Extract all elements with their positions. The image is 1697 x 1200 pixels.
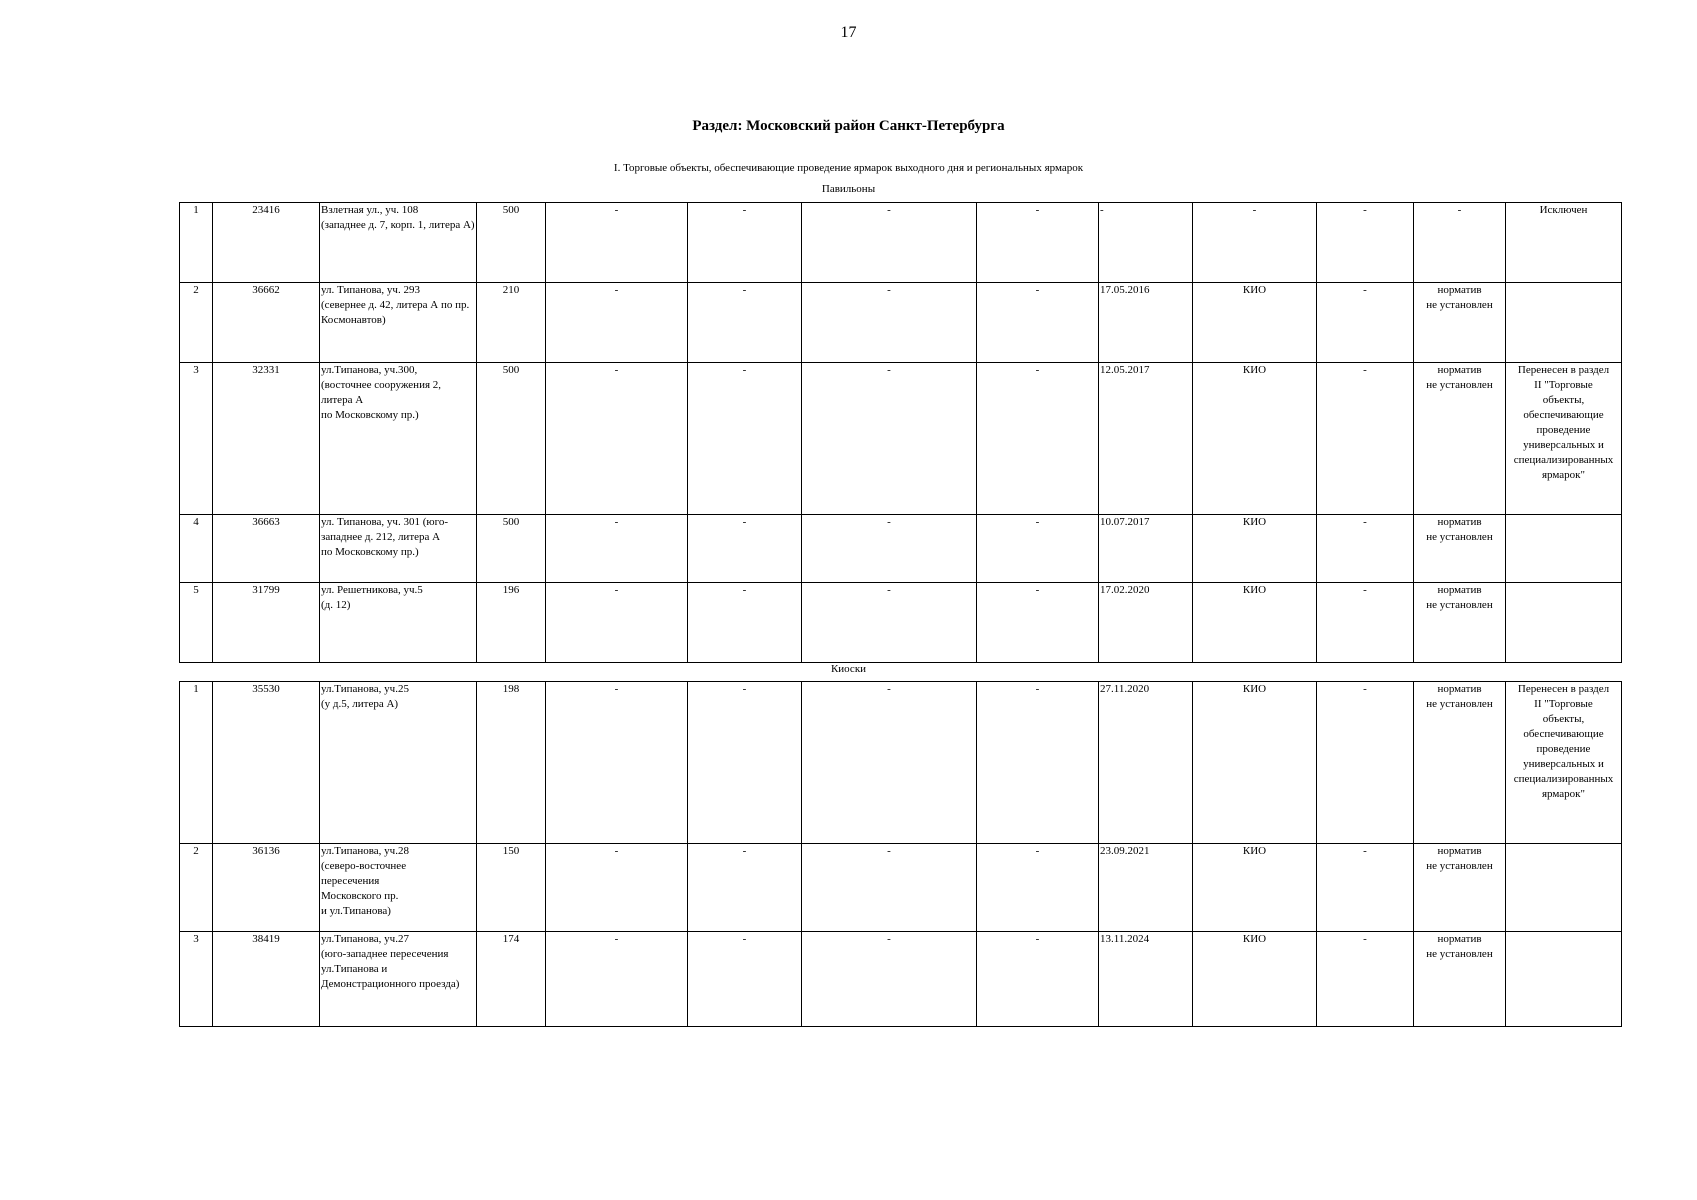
standard-status-cell: -: [1414, 203, 1506, 283]
col11-cell: -: [1317, 363, 1414, 515]
date-cell: 17.02.2020: [1099, 583, 1193, 663]
col5-cell: -: [546, 203, 688, 283]
col7-cell: -: [802, 515, 977, 583]
row-number: 3: [180, 363, 213, 515]
organization-cell: КИО: [1193, 583, 1317, 663]
page-number: 17: [840, 24, 857, 41]
object-id: 23416: [213, 203, 320, 283]
note-cell: [1506, 844, 1622, 932]
col11-cell: -: [1317, 844, 1414, 932]
col8-cell: -: [977, 844, 1099, 932]
standard-status-cell: норматив не установлен: [1414, 583, 1506, 663]
row-number: 5: [180, 583, 213, 663]
organization-cell: КИО: [1193, 283, 1317, 363]
note-cell: [1506, 932, 1622, 1027]
note-cell: Перенесен в раздел II "Торговые объекты, обеспечивающие проведение универсальных и специализированных ярмарок": [1506, 682, 1622, 844]
object-id: 32331: [213, 363, 320, 515]
col7-cell: -: [802, 283, 977, 363]
object-id: 36136: [213, 844, 320, 932]
note-cell: [1506, 515, 1622, 583]
standard-status-cell: норматив не установлен: [1414, 283, 1506, 363]
group-label-kiosks: Киоски: [830, 663, 867, 675]
col5-cell: -: [546, 844, 688, 932]
row-number: 2: [180, 844, 213, 932]
object-id: 35530: [213, 682, 320, 844]
address-cell: ул.Типанова, уч.25 (у д.5, литера А): [320, 682, 477, 844]
object-id: 36663: [213, 515, 320, 583]
note-cell: Перенесен в раздел II "Торговые объекты, обеспечивающие проведение универсальных и специализированных ярмарок": [1506, 363, 1622, 515]
col6-cell: -: [688, 682, 802, 844]
col5-cell: -: [546, 515, 688, 583]
table-row: [180, 682, 1622, 844]
address-cell: ул. Типанова, уч. 301 (юго- западнее д. 212, литера А по Московскому пр.): [320, 515, 477, 583]
col6-cell: -: [688, 932, 802, 1027]
area-cell: 150: [477, 844, 546, 932]
section-title: Раздел: Московский район Санкт-Петербурга: [692, 118, 1005, 134]
area-cell: 198: [477, 682, 546, 844]
col7-cell: -: [802, 844, 977, 932]
date-cell: 10.07.2017: [1099, 515, 1193, 583]
table-row: [180, 203, 1622, 283]
note-cell: [1506, 283, 1622, 363]
address-cell: ул. Решетникова, уч.5 (д. 12): [320, 583, 477, 663]
subsection-title: I. Торговые объекты, обеспечивающие проведение ярмарок выходного дня и региональных ярмарок: [613, 162, 1084, 174]
col5-cell: -: [546, 283, 688, 363]
col11-cell: -: [1317, 203, 1414, 283]
col6-cell: -: [688, 203, 802, 283]
row-number: 1: [180, 682, 213, 844]
col8-cell: -: [977, 583, 1099, 663]
area-cell: 500: [477, 203, 546, 283]
col8-cell: -: [977, 283, 1099, 363]
col7-cell: -: [802, 932, 977, 1027]
area-cell: 500: [477, 515, 546, 583]
object-id: 38419: [213, 932, 320, 1027]
col7-cell: -: [802, 682, 977, 844]
col6-cell: -: [688, 583, 802, 663]
object-id: 31799: [213, 583, 320, 663]
kiosks-table: [179, 681, 1622, 1027]
object-id: 36662: [213, 283, 320, 363]
col5-cell: -: [546, 932, 688, 1027]
date-cell: 23.09.2021: [1099, 844, 1193, 932]
kiosks-table-body: [180, 682, 1622, 1027]
date-cell: 27.11.2020: [1099, 682, 1193, 844]
col6-cell: -: [688, 363, 802, 515]
area-cell: 500: [477, 363, 546, 515]
col11-cell: -: [1317, 932, 1414, 1027]
address-cell: ул. Типанова, уч. 293 (севернее д. 42, литера А по пр. Космонавтов): [320, 283, 477, 363]
standard-status-cell: норматив не установлен: [1414, 515, 1506, 583]
pavilions-table: [179, 202, 1622, 663]
organization-cell: КИО: [1193, 682, 1317, 844]
standard-status-cell: норматив не установлен: [1414, 363, 1506, 515]
col11-cell: -: [1317, 283, 1414, 363]
standard-status-cell: норматив не установлен: [1414, 844, 1506, 932]
row-number: 3: [180, 932, 213, 1027]
col11-cell: -: [1317, 583, 1414, 663]
area-cell: 196: [477, 583, 546, 663]
table-row: [180, 283, 1622, 363]
organization-cell: КИО: [1193, 844, 1317, 932]
col8-cell: -: [977, 682, 1099, 844]
table-row: [180, 844, 1622, 932]
col11-cell: -: [1317, 515, 1414, 583]
standard-status-cell: норматив не установлен: [1414, 932, 1506, 1027]
note-cell: [1506, 583, 1622, 663]
address-cell: ул.Типанова, уч.300, (восточнее сооружения 2, литера А по Московскому пр.): [320, 363, 477, 515]
col5-cell: -: [546, 682, 688, 844]
address-cell: ул.Типанова, уч.27 (юго-западнее пересечения ул.Типанова и Демонстрационного проезда): [320, 932, 477, 1027]
date-cell: 17.05.2016: [1099, 283, 1193, 363]
col8-cell: -: [977, 932, 1099, 1027]
col6-cell: -: [688, 844, 802, 932]
row-number: 2: [180, 283, 213, 363]
standard-status-cell: норматив не установлен: [1414, 682, 1506, 844]
col11-cell: -: [1317, 682, 1414, 844]
address-cell: ул.Типанова, уч.28 (северо-восточнее пересечения Московского пр. и ул.Типанова): [320, 844, 477, 932]
area-cell: 210: [477, 283, 546, 363]
organization-cell: КИО: [1193, 515, 1317, 583]
area-cell: 174: [477, 932, 546, 1027]
group-label-pavilions: Павильоны: [821, 183, 876, 195]
col7-cell: -: [802, 583, 977, 663]
address-cell: Взлетная ул., уч. 108 (западнее д. 7, корп. 1, литера А): [320, 203, 477, 283]
table-row: [180, 515, 1622, 583]
col6-cell: -: [688, 283, 802, 363]
col6-cell: -: [688, 515, 802, 583]
organization-cell: КИО: [1193, 363, 1317, 515]
row-number: 4: [180, 515, 213, 583]
col7-cell: -: [802, 363, 977, 515]
row-number: 1: [180, 203, 213, 283]
table-row: [180, 363, 1622, 515]
date-cell: 13.11.2024: [1099, 932, 1193, 1027]
table-row: [180, 583, 1622, 663]
col5-cell: -: [546, 583, 688, 663]
organization-cell: КИО: [1193, 932, 1317, 1027]
pavilions-table-body: [180, 203, 1622, 663]
date-cell: -: [1099, 203, 1193, 283]
col8-cell: -: [977, 515, 1099, 583]
col8-cell: -: [977, 363, 1099, 515]
col7-cell: -: [802, 203, 977, 283]
date-cell: 12.05.2017: [1099, 363, 1193, 515]
col8-cell: -: [977, 203, 1099, 283]
note-cell: Исключен: [1506, 203, 1622, 283]
table-row: [180, 932, 1622, 1027]
organization-cell: -: [1193, 203, 1317, 283]
col5-cell: -: [546, 363, 688, 515]
